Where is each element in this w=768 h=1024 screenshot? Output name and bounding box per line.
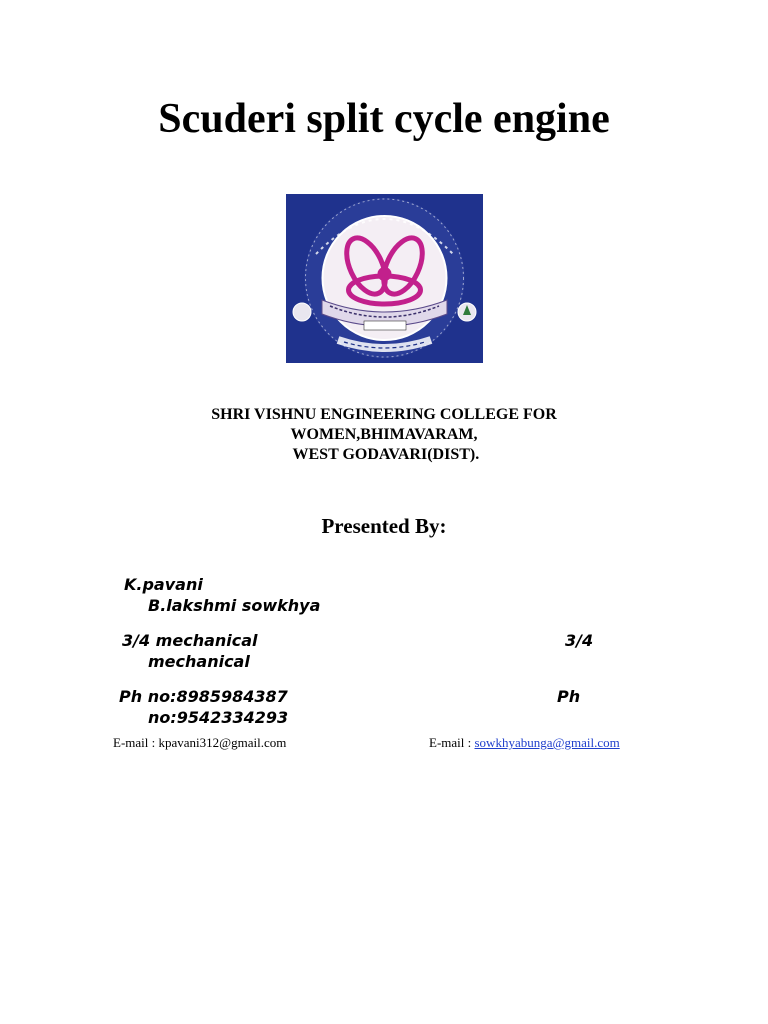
email-right-label: E-mail : bbox=[429, 735, 475, 750]
branch-right-part-1: 3/4 bbox=[565, 631, 594, 650]
college-emblem-logo bbox=[286, 194, 483, 363]
branch-left: 3/4 mechanical bbox=[122, 631, 258, 650]
phone-right-part-1: Ph bbox=[557, 687, 581, 706]
college-name bbox=[150, 405, 618, 465]
phone-left: Ph no:8985984387 bbox=[119, 687, 288, 706]
author-name-2: B.lakshmi sowkhya bbox=[148, 596, 321, 615]
presented-by-heading: Presented By: bbox=[321, 514, 447, 538]
phone-right-part-2: no:9542334293 bbox=[148, 708, 289, 727]
email-right bbox=[429, 735, 620, 751]
college-line-1: SHRI VISHNU ENGINEERING COLLEGE FOR bbox=[211, 406, 557, 423]
college-line-2: WOMEN,BHIMAVARAM, bbox=[290, 426, 478, 443]
branch-right-part-2: mechanical bbox=[148, 652, 250, 671]
email-right-link[interactable]: sowkhyabunga@gmail.com bbox=[474, 735, 620, 750]
email-left-value: kpavani312@gmail.com bbox=[158, 735, 287, 750]
document-title: Scuderi split cycle engine bbox=[158, 96, 610, 142]
author-name-1: K.pavani bbox=[124, 575, 203, 594]
email-left-label: E-mail : bbox=[113, 735, 159, 750]
college-line-3: WEST GODAVARI(DIST). bbox=[288, 446, 480, 463]
email-left bbox=[113, 735, 286, 751]
